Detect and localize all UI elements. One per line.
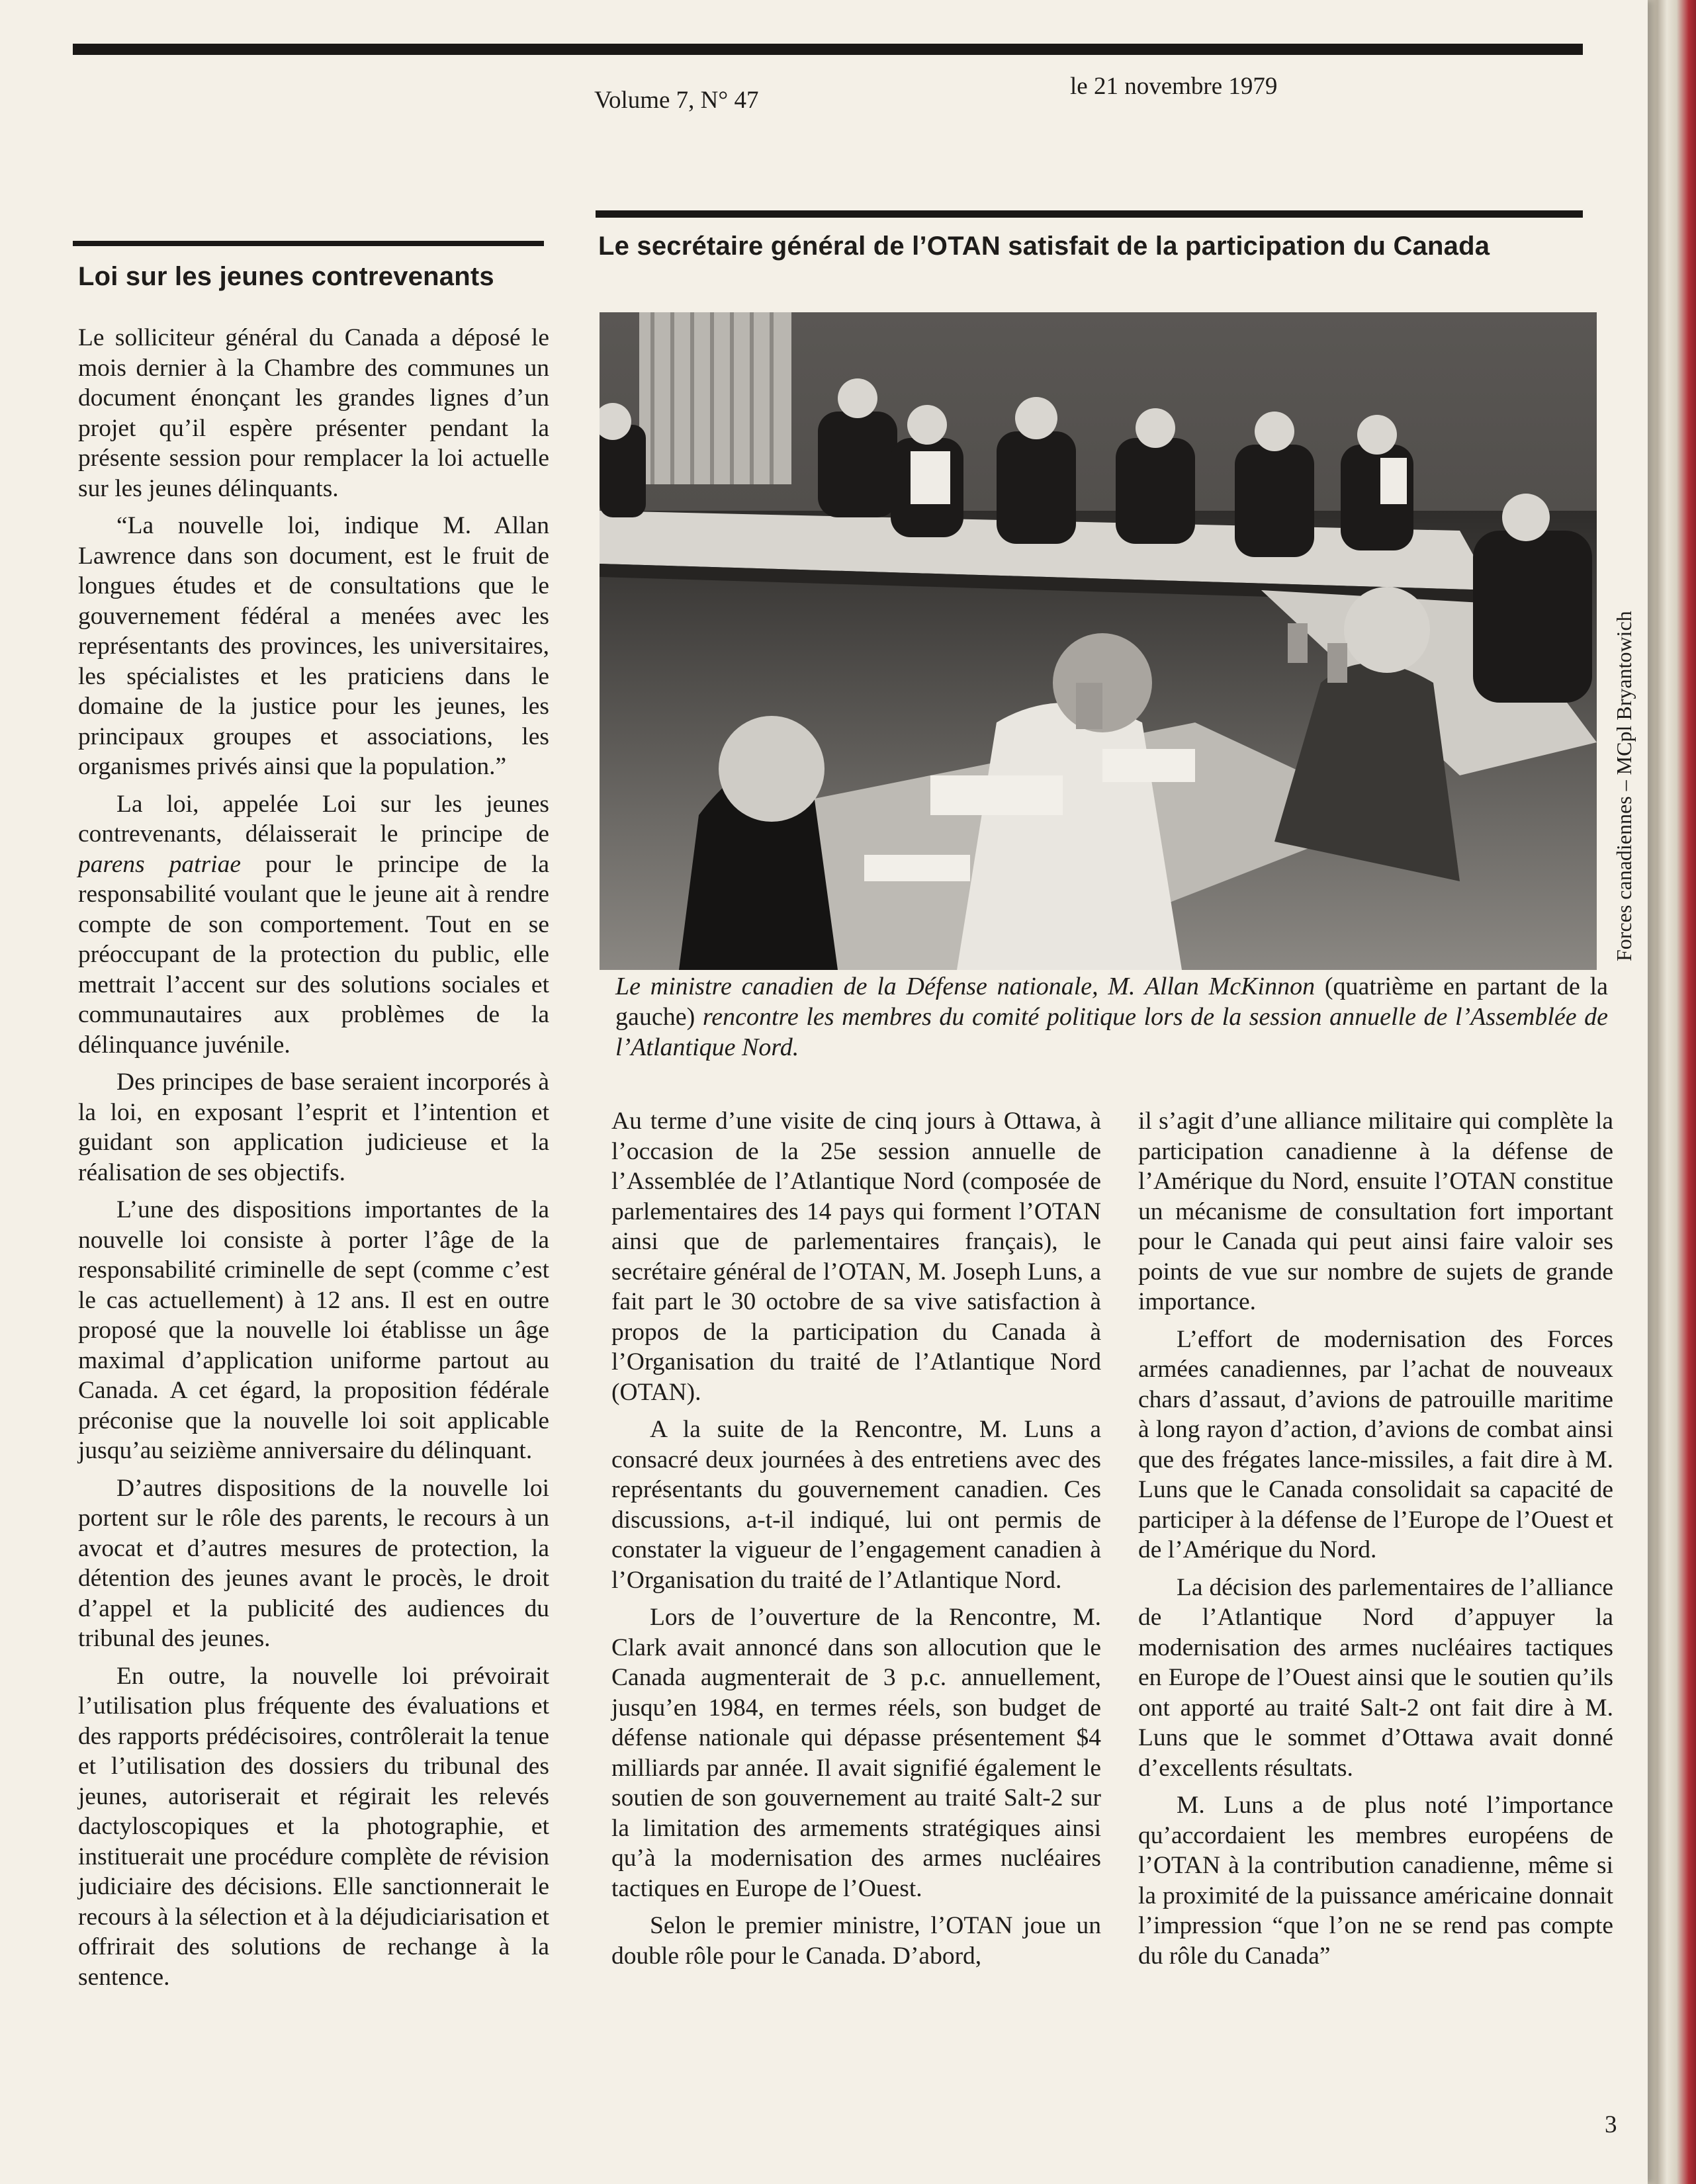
paragraph: Lors de l’ouverture de la Rencontre, M. Clark avait annoncé dans son allocution que le Canada augmenterait de 3 p.c. annuellement, jusqu’en 1984, en termes réels, son budget de défense nationale qui dépasse présentement $4 milliards par année. Il avait signifié également le soutien de son gouvernement au traité Salt-2 sur la limitation des armements stratégiques ainsi qu’à la modernisation des armes nucléaires tactiques en Europe de l’Ouest. xyxy=(611,1604,1101,1902)
paragraph: “La nouvelle loi, indique M. Allan Lawrence dans son document, est le fruit de longues études et de consultations que le gouvernement fédéral a menées avec les représentants des provinces, les universitaires, les spécialistes et les praticiens dans le domaine de la justice pour les jeunes, les principaux groupes et associations, les organismes privés ainsi que la population.” xyxy=(78,512,549,780)
paragraph: La loi, appelée Loi sur les jeunes contrevenants, délaisserait le principe de parens patriae pour le principe de la responsabilité voulant que le jeune ait à rendre compte de son comportement. Tout en se préoccupant de la protection du public, elle mettrait l’accent sur des solutions sociales et communautaires aux problèmes de la délinquance juvénile. xyxy=(78,790,550,1059)
paragraph: Selon le premier ministre, l’OTAN joue un double rôle pour le Canada. D’abord, xyxy=(611,1912,1101,1970)
left-article-headline: Loi sur les jeunes contrevenants xyxy=(78,262,494,291)
photo-caption xyxy=(615,971,1608,1063)
paragraph: La décision des parlementaires de l’alliance de l’Atlantique Nord d’appuyer la modernisation des armes nucléaires tactiques en Europe de l’Ouest ainsi que le soutien qu’ils ont apporté au traité Salt-2 ont fait dire à M. Luns que le sommet d’Ottawa avait donné d’excellents résultats. xyxy=(1138,1573,1613,1782)
caption-italic-part-1: Le ministre canadien de la Défense nationale, M. Allan McKinnon xyxy=(615,973,1316,1000)
right-article-column-1 xyxy=(611,1106,1101,1978)
paragraph: Le solliciteur général du Canada a déposé le mois dernier à la Chambre des communes un document énonçant les grandes lignes d’un projet qu’il espère présenter pendant la présente session pour remplacer la loi actuelle sur les jeunes délinquants. xyxy=(78,324,549,502)
issue-volume: Volume 7, N° 47 xyxy=(594,87,759,114)
paragraph: Des principes de base seraient incorporés à la loi, en exposant l’esprit et l’intention et guidant son application judicieuse et la réalisation de ses objectifs. xyxy=(78,1069,549,1186)
paragraph: M. Luns a de plus noté l’importance qu’accordaient les membres européens de l’OTAN à la contribution canadienne, même si la proximité de la puissance américaine donnait l’impression “que l’on ne se rend pas compte du rôle du Canada” xyxy=(1138,1792,1613,1970)
page-number: 3 xyxy=(1605,2111,1617,2138)
paragraph: A la suite de la Rencontre, M. Luns a consacré deux journées à des entretiens avec des représentants du gouvernement canadien. Ces discussions, a-t-il indiqué, lui ont permis de constater la vigueur de l’engagement canadien à l’Organisation du traité de l’Atlantique Nord. xyxy=(611,1416,1101,1594)
caption-italic-part-2: rencontre les membres du comité politique lors de la session annuelle de l’Assemblée de l’Atlantique Nord. xyxy=(615,1003,1608,1061)
right-article-rule xyxy=(596,210,1583,218)
issue-date: le 21 novembre 1979 xyxy=(1070,73,1278,100)
caption-roman-part: (quatrième en partant de la gauche) xyxy=(615,973,1608,1031)
left-article-body xyxy=(78,323,549,1999)
paragraph: L’effort de modernisation des Forces armées canadiennes, par l’achat de nouveaux chars d’assaut, d’avions de patrouille maritime à long rayon d’action, d’avions de combat ainsi que des frégates lance-missiles, a fait dire à M. Luns que le Canada consolidait sa capacité de participer à la défense de l’Europe de l’Ouest et de l’Amérique du Nord. xyxy=(1138,1325,1613,1563)
paragraph: il s’agit d’une alliance militaire qui complète la participation canadienne à la défense de l’Amérique du Nord, ensuite l’OTAN constitue un mécanisme de consultation fort important pour le Canada qui peut ainsi faire valoir ses points de vue sur nombre de sujets de grande importance. xyxy=(1138,1108,1613,1315)
right-article-headline: Le secrétaire général de l’OTAN satisfait de la participation du Canada xyxy=(598,232,1490,261)
binder-spine xyxy=(1648,0,1696,2184)
paragraph: En outre, la nouvelle loi prévoirait l’utilisation plus fréquente des évaluations et des rapports prédécisoires, contrôlerait la tenue et l’utilisation des dossiers du tribunal des jeunes, autoriserait et régirait les relevés dactyloscopiques et la photographie, et instituerait une procédure complète de révision judiciaire des décisions. Elle sanctionnerait le recours à la sélection et à la déjudiciarisation et offrirait des solutions de rechange à la sentence. xyxy=(78,1662,549,1991)
meeting-photo-illustration xyxy=(600,312,1597,970)
paragraph: D’autres dispositions de la nouvelle loi portent sur le rôle des parents, le recours à un avocat et d’autres mesures de protection, la détention des jeunes avant le procès, le droit d’appel et la publicité des audiences du tribunal des jeunes. xyxy=(78,1474,549,1652)
paragraph: Au terme d’une visite de cinq jours à Ottawa, à l’occasion de la 25e session annuelle de l’Assemblée de l’Atlantique Nord (composée de parlementaires des 14 pays qui forment l’OTAN ainsi que de parlementaires français), le secrétaire général de l’OTAN, M. Joseph Luns, a fait part le 30 octobre de sa vive satisfaction à propos de la participation du Canada à l’Organisation du traité de l’Atlantique Nord (OTAN). xyxy=(611,1108,1101,1406)
meeting-photo xyxy=(600,312,1597,970)
right-article-column-2 xyxy=(1138,1106,1613,1978)
paragraph: L’une des dispositions importantes de la nouvelle loi consiste à porter l’âge de la responsabilité criminelle de sept (comme c’est le cas actuellement) à 12 ans. Il est en outre proposé que la nouvelle loi établisse un âge maximal d’application uniforme partout au Canada. A cet égard, la proposition fédérale préconise que la nouvelle loi soit applicable jusqu’au seizième anniversaire du délinquant. xyxy=(78,1196,549,1464)
masthead-rule xyxy=(73,44,1583,55)
left-article-rule xyxy=(73,241,544,246)
photo-credit: Forces canadiennes – MCpl Bryantowich xyxy=(1612,611,1636,961)
latin-term: parens patriae xyxy=(78,850,241,878)
